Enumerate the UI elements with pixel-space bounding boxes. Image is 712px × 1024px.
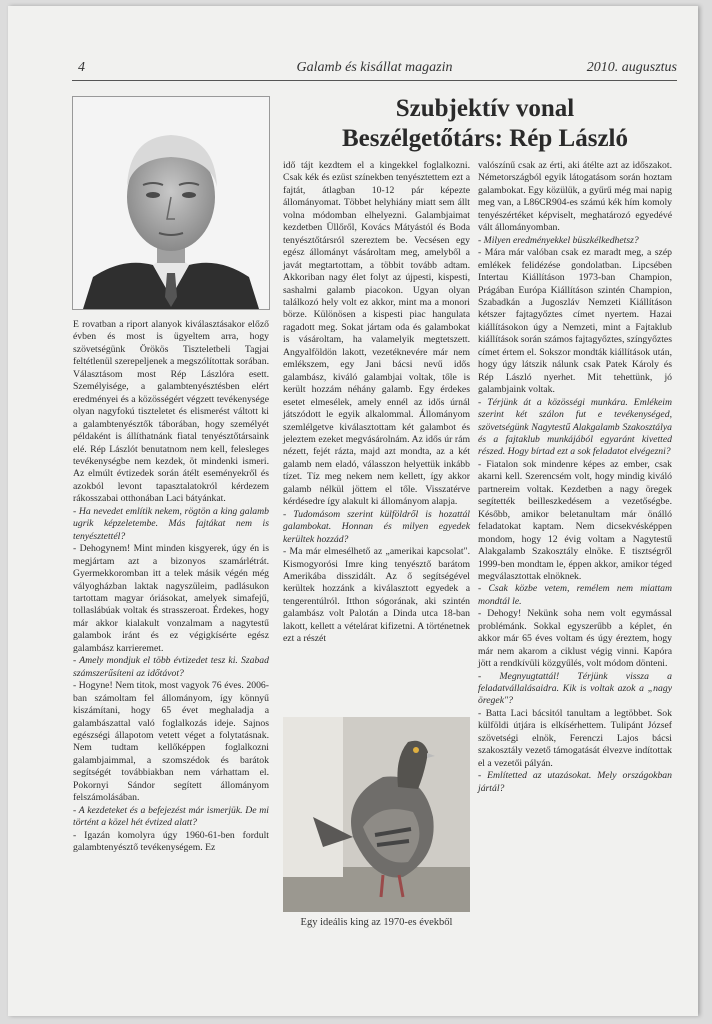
interview-question: - Milyen eredményekkel büszkélkedhetsz?	[478, 234, 639, 246]
issue-date: 2010. augusztus	[586, 60, 677, 75]
paragraph: E rovatban a riport alanyok kiválasztásakor előző évben és most is ügyeltem arra, hogy szövetségünk Örökös Tiszteletbeli Tagjai feltétlenül szerepeljenek a megszólítottak sorában. Választásom most Rép Lászlóra esett. Személyisége, a galambtenyésztésben elért eredményei és a közösségért végzett tevékenysége olyan nagyfokú tiszteletet és elismerést váltott ki a galambtenyésztők táborában, hogy személyét példaként is állíthatnánk fiatal tenyésztőtársaink elé. Rép Lászlót benutatnom nem kell, felesleges tevékenységbe nem kezdek, öt mindenki ismeri. Az elmúlt évtizedek során átélt eseményekről és azokból levont tapasztalatokról kérdezem rákosszabai otthonában Laci bátyánkat.	[73, 319, 269, 505]
paragraph: valószínű csak az érti, aki átélte azt az időszakot. Németországból egyik látogatásom során hoztam galambokat. Egy közülük, a gyűrű még mai napig meg van, a L86CR904-es számú kék hím komoly tenyészértéket képviselt, meghatározó egyedévé vált állományomban.	[478, 160, 672, 234]
paragraph: - Fiatalon sok mindenre képes az ember, csak akarni kell. Szerencsém volt, hogy mindig kiváló partnereim voltak. Kezdetben a nagy öregek segítették beilleszkedésem a vezetőségbe. Később, amikor beletanultam már önálló feladatokat kaptam. Nem dicsekvésképpen mondom, hogy 12 évig voltam a Nagytestű Alakgalamb Szakosztály elnöke. E tisztségről 1999-ben mondtam le, éppen akkor, amikor téged megválasztottak elnöknek.	[478, 458, 672, 582]
magazine-title: Galamb és kisállat magazin	[296, 60, 453, 75]
text-column-2	[283, 160, 470, 646]
paragraph: - Batta Laci bácsitól tanultam a legtöbbet. Sok külföldi útjára is elkísérhettem. Tulipánt József szövetségi elnök, Ferenczi Lajos bácsi szakosztály vezető támogatását élvezve indítottak el a vezetői pályán.	[478, 707, 672, 769]
text-column-1	[73, 319, 269, 854]
interview-question: - Ha nevedet említik nekem, rögtön a king galamb ugrik képzeletembe. Más fajtákat nem is tenyésztettél?	[73, 505, 269, 542]
paragraph: idő tájt kezdtem el a kingekkel foglalkozni. Csak kék és ezüst színekben tenyésztettem ezt a fajtát, átlagban 10-12 pár képezte állományomat. Többet helyhiány miatt sem állt volna módomban elhelyezni. Galambjaimat kezdetben Üllőről, Kovács Mátyástól és Boda tenyésztőtársról szereztem be. Vecsésen egy egész állományt vásároltam meg, amelyből a javát megtartottam, a többit tovább adtam. Akkoriban nagy élet folyt az újpesti, kispesti, sashalmi galamb piacokon. Ugyan olyan találkozó hely volt ez akkor, mint ma a monori börze. Különösen a kispesti piac hangulata ragadott meg. Sokat jártam oda és galambokat is vásároltam, ha valamelyik megtetszett. Angyalföldön lakott, vezetéknevére már nem emlékszem, egy Jani bácsi nevű idős galambász, kiváló galambjai voltak, tőle is került hozzám néhány galamb. Egy érdekes esetet elmesélek, amely ennél az idős úrnál játszódott le egyik alkalommal. Állományom szemlélgetve kiválasztottam két galambot és jeleztem ezeket megvásárolnám. Az idős úr rám nézett, fejét rázta, majd azt mondta, az a két galamb nem eladó, válasszon helyettük inkább tízet. Tíz meg nekem nem kellett, így akkor galamb nélkül jöttem el tőle. Visszatérve kérdésedre így alakult ki állományom alapja.	[283, 160, 470, 508]
title-line-1: Szubjektív vonal	[395, 95, 575, 122]
paragraph: - Ma már elmesélhető az „amerikai kapcsolat". Kismogyorósi Imre king tenyésztő barátom Amerikába disszidált. Az ő segítségével kerültek hozzánk a kiválasztott egyedek a tengerentúlról. Itthon sógorának, aki szintén galambász volt Palotán a Dinda utca 18-ban lakott, kellett a vételárat kifizetni. A történetnek ezt a részét	[283, 546, 470, 645]
article-title	[300, 94, 670, 154]
paragraph: - Igazán komolyra úgy 1960-61-ben fordult galambtenyésztő tevékenységem. Ez	[73, 829, 269, 854]
interview-question: - A kezdeteket és a befejezést már ismerjük. De mi történt a közel hét évtized alatt?	[73, 804, 269, 829]
interview-question: - Amely mondjuk el több évtizedet tesz ki. Szabad számszerűsíteni az időtávot?	[73, 655, 269, 679]
photo-caption: Egy ideális king az 1970-es évekből	[300, 917, 453, 928]
interview-question: - Térjünk át a közösségi munkára. Emlékeim szerint két szálon fut e tevékenységed, szövetségünk Nagytestű Alakgalamb Szakosztálya és a fajtaklub munkájából egyaránt kivetted részed. Hogy bírtad ezt a sok feladatot elvégezni?	[478, 396, 672, 458]
text-column-3	[478, 160, 672, 795]
paragraph: - Mára már valóban csak ez maradt meg, a szép emlékek felidézése gondolatban. Lipcsében Intertau Kiállításon 1973-ban Champion, Prágában Európa Kiállításon szintén Champion, Szabadkán a Jugoszláv Nemzeti Kiállításon kétszer fajtagyőztes címet nyertem. Hazai kiállításokon úgy a Nemzeti, mint a Fajtaklub kiállítások során számos fajtagyőztes, színgyőztes címet értem el. Sokszor mondták kiállítások után, hogy úgy látszik nálunk csak Patek Károly és Rép László nyerhet. Mit tehettünk, jó galambjaink voltak.	[478, 247, 672, 396]
paragraph: - Dehogy! Nekünk soha nem volt egymással problémánk. Sokkal egyszerűbb a képlet, én akkor már 65 éves voltam és úgy éreztem, hogy már nem akarom a ciklust végig vinni. Kapóra jött a rendkívüli közgyűlés, volt módom dönteni.	[478, 608, 672, 670]
interview-question: - Tudomásom szerint külföldről is hozattál galambokat. Honnan és milyen egyedek kerültek hozzád?	[283, 508, 470, 545]
portrait-photo-icon	[72, 96, 270, 310]
interview-question: - Csak közbe vetem, remélem nem miattam mondtál le.	[478, 583, 672, 607]
interview-question: - Megnyugtattál! Térjünk vissza a feladatvállalásaidra. Kik is voltak azok a „nagy öregek"?	[478, 670, 672, 707]
page-number: 4	[78, 60, 85, 75]
interview-question: - Említetted az utazásokat. Mely országokban jártál?	[478, 770, 672, 794]
title-line-2: Beszélgetőtárs: Rép László	[341, 125, 629, 152]
paragraph: - Hogyne! Nem titok, most vagyok 76 éves. 2006-ban számoltam fel állományom, így könnyű kiszámítani, hogy 65 évet meghaladja a galambászattal való foglalkozás ideje. Sajnos egészségi állapotom vetett véget a folytatásnak. Nem tudtam kellőképpen foglalkozni galambjaimmal, a szomszédok és barátok segítségét továbbiakban nem várhattam el. Pokornyi Sándor segített állományom felszámolásában.	[73, 680, 269, 804]
page-header	[72, 60, 677, 81]
paragraph: - Dehogynem! Mint minden kisgyerek, úgy én is megjártam azt a bizonyos szamárlétrát. Gyermekkoromban itt a telek másik végén még vályogházban laktak nagyszüleim, padlásukon tartottam magyar óriásokat, amelyek simafejű, tollaslábúak voltak és strasszeroat. Érdekes, hogy már akkor kialakult vonzalmam a nagytestű galambok iránt és ez végigkísérte egész galambász karrieremet.	[73, 543, 269, 654]
pigeon-photo-icon	[283, 717, 470, 912]
